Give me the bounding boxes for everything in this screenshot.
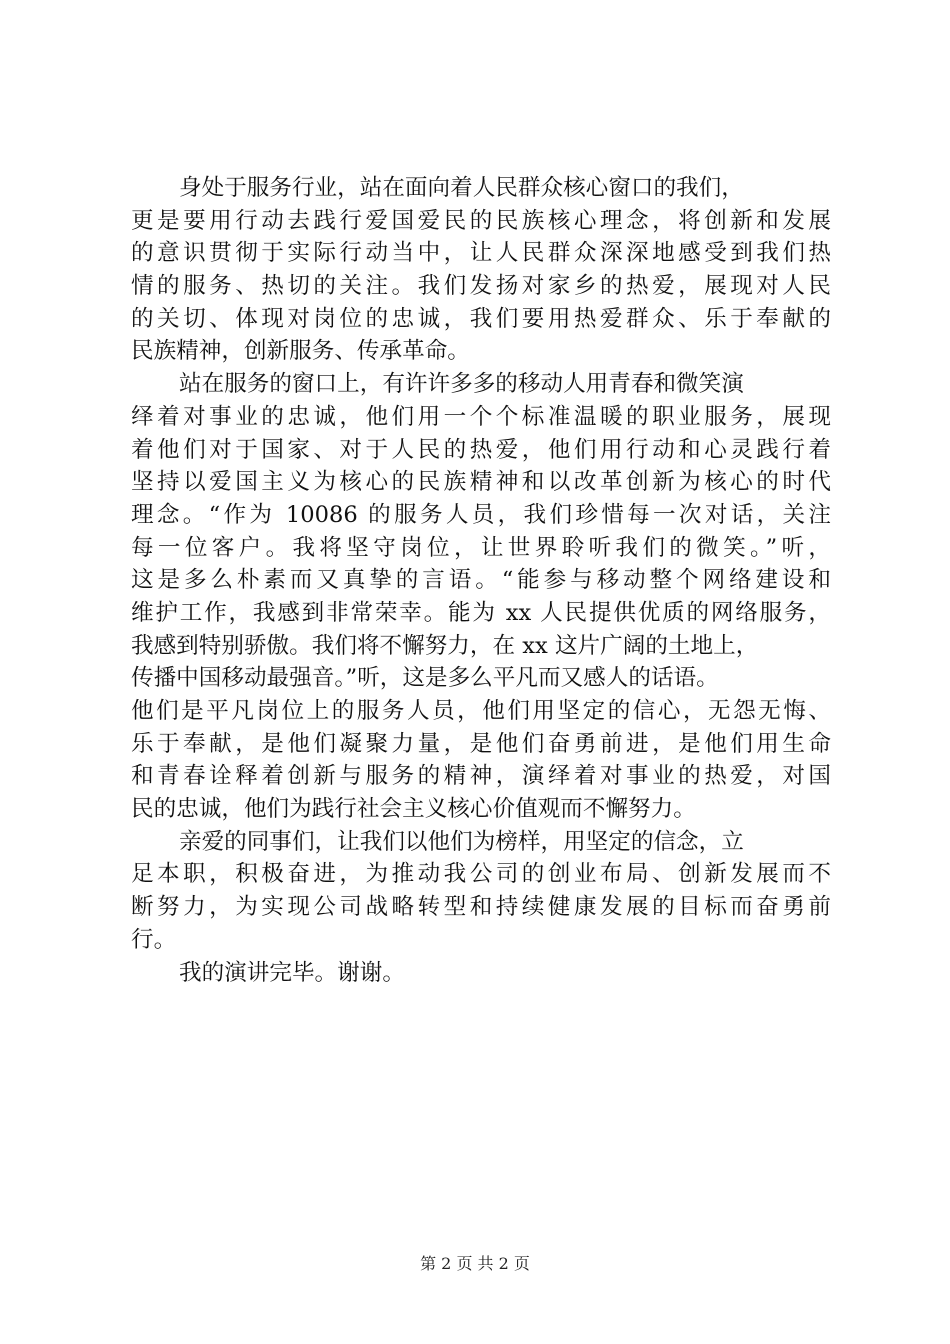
text-line: 身处于服务行业，站在面向着人民群众核心窗口的我们，: [179, 175, 744, 201]
text-line: 更是要用行动去践行爱国爱民的民族核心理念，将创新和发展: [131, 207, 831, 234]
text-line: 传播中国移动最强音。”听，这是多么平凡而又感人的话语。: [131, 665, 719, 692]
text-line: 坚持以爱国主义为核心的民族精神和以改革创新为核心的时代: [131, 469, 831, 496]
text-line: 亲爱的同事们，让我们以他们为榜样，用坚定的信念，立: [179, 828, 744, 855]
text-line: 我感到特别骄傲。我们将不懈努力，在 xx 这片广阔的土地上，: [131, 632, 759, 659]
speech-body: [131, 172, 831, 989]
text-line: 足本职，积极奋进，为推动我公司的创业布局、创新发展而不: [131, 861, 831, 888]
text-line: 站在服务的窗口上，有许许多多的移动人用青春和微笑演: [179, 371, 744, 398]
text-line: 着他们对于国家、对于人民的热爱，他们用行动和心灵践行着: [131, 436, 831, 463]
text-line: 和青春诠释着创新与服务的精神，演绎着对事业的热爱，对国: [131, 763, 831, 790]
text-line: 的意识贯彻于实际行动当中，让人民群众深深地感受到我们热: [131, 240, 831, 267]
text-line: 理念。“作为 10086 的服务人员，我们珍惜每一次对话，关注: [131, 501, 831, 528]
text-line: 我的演讲完毕。谢谢。: [179, 959, 405, 986]
text-line: 断努力，为实现公司战略转型和持续健康发展的目标而奋勇前: [131, 894, 831, 921]
text-line: 民族精神，创新服务、传承革命。: [131, 338, 470, 365]
text-line: 他们是平凡岗位上的服务人员，他们用坚定的信心，无怨无悔、: [131, 698, 831, 724]
text-line: 乐于奉献，是他们凝聚力量，是他们奋勇前进，是他们用生命: [131, 730, 831, 757]
text-line: 行。: [131, 926, 177, 953]
text-line: 的关切、体现对岗位的忠诚，我们要用热爱群众、乐于奉献的: [131, 305, 831, 332]
page-footer: 第 2 页 共 2 页: [420, 1254, 530, 1273]
text-line: 这是多么朴素而又真挚的言语。“能参与移动整个网络建设和: [131, 567, 831, 594]
text-line: 绎着对事业的忠诚，他们用一个个标准温暖的职业服务，展现: [131, 403, 831, 430]
text-line: 维护工作，我感到非常荣幸。能为 xx 人民提供优质的网络服务，: [131, 599, 831, 626]
text-line: 情的服务、热切的关注。我们发扬对家乡的热爱，展现对人民: [131, 273, 831, 300]
text-line: 民的忠诚，他们为践行社会主义核心价值观而不懈努力。: [131, 796, 696, 823]
text-line: 每一位客户。我将坚守岗位，让世界聆听我们的微笑。”听，: [131, 534, 831, 561]
